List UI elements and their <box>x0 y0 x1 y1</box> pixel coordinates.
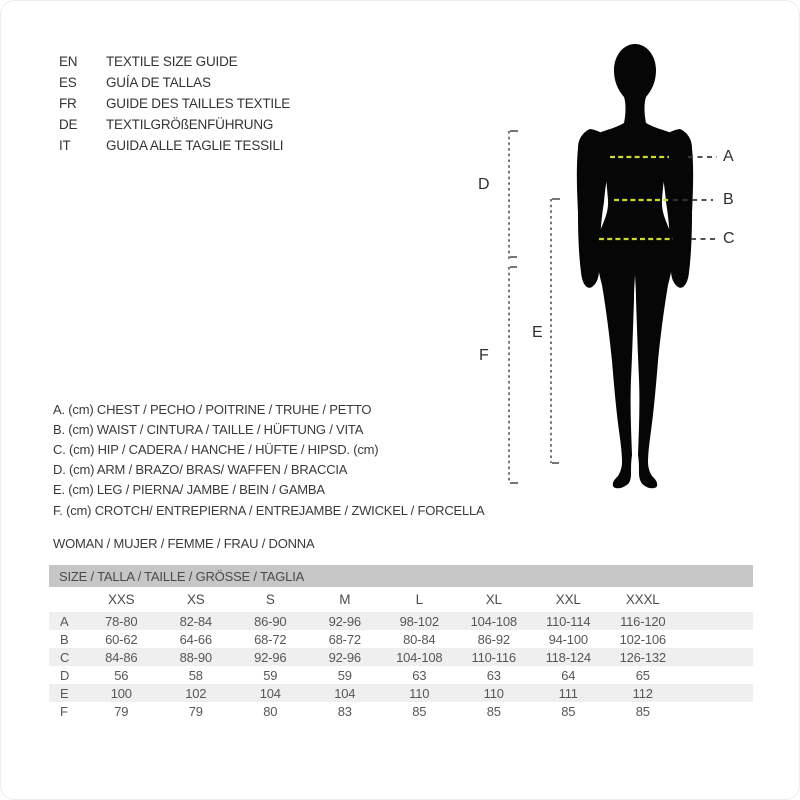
cell-value: 85 <box>561 703 576 719</box>
cell-value: 83 <box>337 703 352 719</box>
lang-label: TEXTILE SIZE GUIDE <box>106 54 238 69</box>
lang-row-de <box>59 114 290 135</box>
cell-value: 65 <box>635 667 650 683</box>
cell-value: 63 <box>412 667 427 683</box>
cell-value: 80 <box>263 703 278 719</box>
cell-value: 78-80 <box>105 613 138 629</box>
table-row-crotch <box>49 702 753 720</box>
cell-value: 85 <box>635 703 650 719</box>
measurement-figure <box>461 29 791 499</box>
cell-value: 80-84 <box>403 631 436 647</box>
cell-value: 110 <box>409 685 430 701</box>
cell-value: 58 <box>188 667 203 683</box>
cell-value: 112 <box>632 685 653 701</box>
cell-value: 59 <box>337 667 352 683</box>
table-row-chest <box>49 612 753 630</box>
cell-value: 104 <box>334 685 356 701</box>
cell-value: 104-108 <box>396 649 443 665</box>
size-header-s: S <box>265 592 275 607</box>
legend-chest: A. (cm) CHEST / PECHO / POITRINE / TRUHE / PETTO <box>53 401 372 417</box>
size-header-l: L <box>415 592 423 607</box>
cell-value: 85 <box>412 703 427 719</box>
cell-value: 102-106 <box>619 631 666 647</box>
cell-value: 86-92 <box>477 631 510 647</box>
lang-code: ES <box>59 75 77 90</box>
language-title-block <box>59 51 290 156</box>
legend-hip: C. (cm) HIP / CADERA / HANCHE / HÜFTE / HIPSD. (cm) <box>53 441 379 457</box>
table-row-leg <box>49 684 753 702</box>
cell-value: 59 <box>263 667 278 683</box>
legend-crotch: F. (cm) CROTCH/ ENTREPIERNA / ENTREJAMBE / ZWICKEL / FORCELLA <box>53 502 485 518</box>
measure-label-chest: A <box>723 148 734 165</box>
lang-code: EN <box>59 54 78 69</box>
table-row-arm <box>49 666 753 684</box>
size-header-xs: XS <box>186 592 205 607</box>
cell-value: 68-72 <box>328 631 361 647</box>
table-row-waist <box>49 630 753 648</box>
cell-value: 82-84 <box>179 613 212 629</box>
cell-value: 86-90 <box>254 613 287 629</box>
size-header-xxl: XXL <box>555 592 581 607</box>
cell-value: 110-116 <box>471 649 516 665</box>
cell-value: 104-108 <box>470 613 517 629</box>
cell-value: 92-96 <box>328 613 361 629</box>
size-header-xl: XL <box>485 592 502 607</box>
row-label: A <box>60 613 69 629</box>
lang-label: GUIDA ALLE TAGLIE TESSILI <box>106 138 284 153</box>
measure-label-arm: D <box>478 176 490 193</box>
size-table <box>49 565 753 720</box>
cell-value: 110-114 <box>546 613 591 629</box>
cell-value: 64-66 <box>179 631 212 647</box>
cell-value: 100 <box>110 685 132 701</box>
row-label: D <box>60 667 70 683</box>
legend-waist: B. (cm) WAIST / CINTURA / TAILLE / HÜFTUNG / VITA <box>53 421 364 437</box>
cell-value: 118-124 <box>545 649 591 665</box>
row-label: F <box>60 703 68 719</box>
size-table-size-header-row <box>49 587 753 612</box>
table-row-hip <box>49 648 753 666</box>
cell-value: 68-72 <box>254 631 287 647</box>
cell-value: 110 <box>483 685 504 701</box>
cell-value: 79 <box>114 703 129 719</box>
cell-value: 88-90 <box>179 649 212 665</box>
measure-label-hip: C <box>723 230 735 247</box>
size-header-m: M <box>339 592 351 607</box>
cell-value: 116-120 <box>620 613 666 629</box>
lang-code: DE <box>59 117 78 132</box>
cell-value: 56 <box>114 667 129 683</box>
size-header-xxs: XXS <box>108 592 135 607</box>
lang-label: GUIDE DES TAILLES TEXTILE <box>106 96 291 111</box>
cell-value: 85 <box>486 703 501 719</box>
cell-value: 104 <box>259 685 281 701</box>
size-table-header-bar: SIZE / TALLA / TAILLE / GRÖSSE / TAGLIA <box>49 565 753 587</box>
measurement-legend <box>53 399 485 520</box>
lang-code: IT <box>59 138 71 153</box>
cell-value: 84-86 <box>105 649 138 665</box>
cell-value: 92-96 <box>328 649 361 665</box>
lang-row-it <box>59 135 290 156</box>
lang-code: FR <box>59 96 77 111</box>
size-header-xxxl: XXXL <box>625 592 660 607</box>
cell-value: 79 <box>188 703 203 719</box>
lang-label: GUÍA DE TALLAS <box>106 75 211 90</box>
row-label: E <box>60 685 69 701</box>
row-label: B <box>60 631 69 647</box>
lang-row-es <box>59 72 290 93</box>
cell-value: 60-62 <box>105 631 138 647</box>
legend-arm: D. (cm) ARM / BRAZO/ BRAS/ WAFFEN / BRACCIA <box>53 462 348 478</box>
cell-value: 63 <box>486 667 501 683</box>
lang-row-fr <box>59 93 290 114</box>
group-title-woman: WOMAN / MUJER / FEMME / FRAU / DONNA <box>53 536 315 551</box>
measure-label-leg: E <box>532 324 543 341</box>
cell-value: 92-96 <box>254 649 287 665</box>
cell-value: 64 <box>561 667 576 683</box>
cell-value: 98-102 <box>399 613 439 629</box>
measure-label-crotch: F <box>479 347 489 364</box>
lang-label: TEXTILGRÖßENFÜHRUNG <box>106 117 274 132</box>
lang-row-en <box>59 51 290 72</box>
cell-value: 94-100 <box>548 631 588 647</box>
cell-value: 111 <box>558 685 578 701</box>
cell-value: 126-132 <box>619 649 666 665</box>
legend-leg: E. (cm) LEG / PIERNA/ JAMBE / BEIN / GAMBA <box>53 482 325 498</box>
measure-label-waist: B <box>723 191 734 208</box>
cell-value: 102 <box>185 685 207 701</box>
row-label: C <box>60 649 70 665</box>
